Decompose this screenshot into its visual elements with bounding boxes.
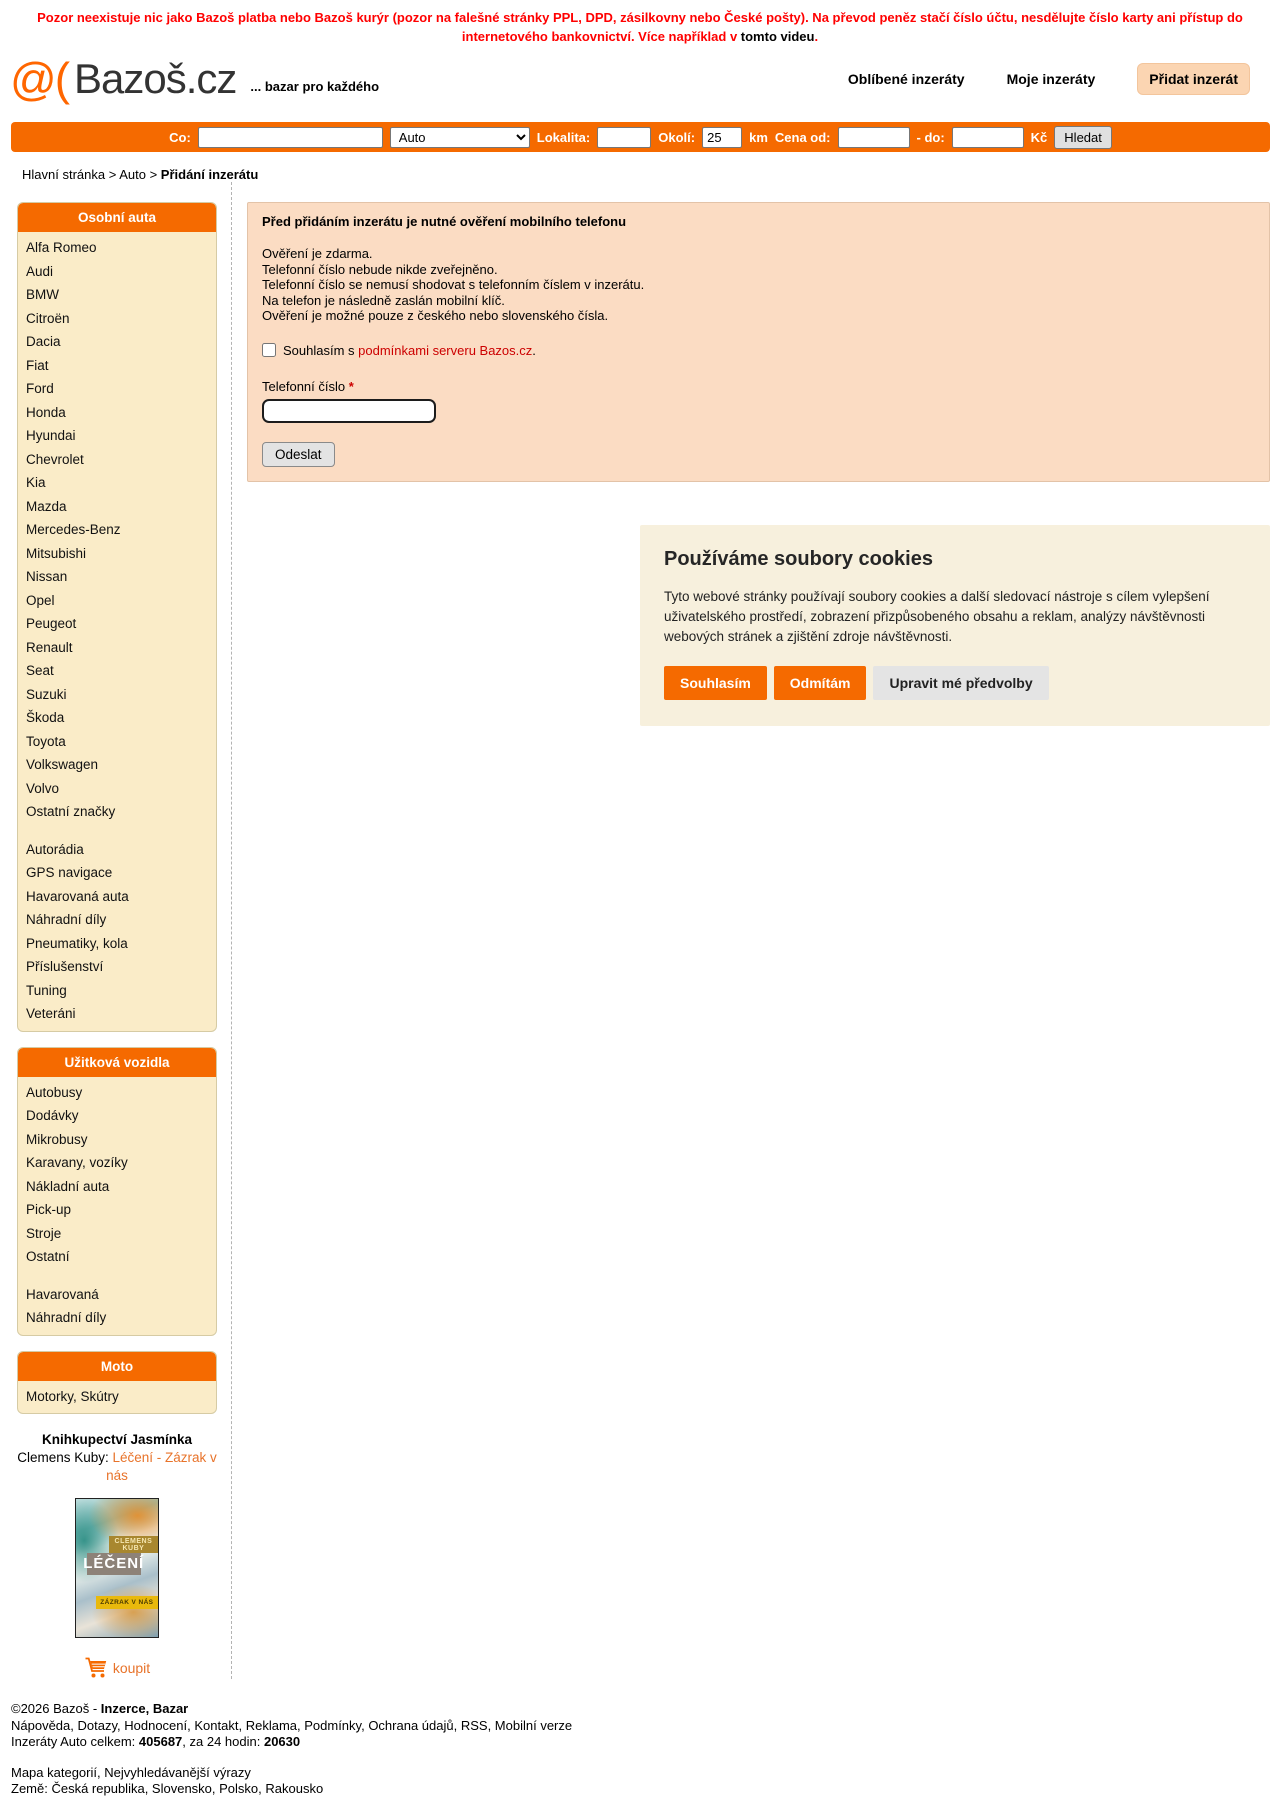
scam-warning-banner bbox=[0, 0, 1280, 46]
phone-number-label: Telefonní číslo bbox=[262, 378, 349, 394]
sidebar-item[interactable]: Opel bbox=[26, 592, 55, 608]
category-select[interactable] bbox=[390, 127, 530, 148]
sidebar-item[interactable]: Mercedes-Benz bbox=[26, 522, 121, 537]
sidebar-item[interactable]: Seat bbox=[26, 663, 54, 678]
sidebar-item[interactable]: Alfa Romeo bbox=[26, 240, 97, 255]
currency-label: Kč bbox=[1030, 129, 1048, 145]
warning-suffix: . bbox=[814, 29, 819, 44]
warning-text: Pozor neexistuje nic jako Bazoš platba nebo Bazoš kurýr (pozor na falešné stránky PPL, DPD, zásilkovny nebo České pošty). Na převod peněz stačí číslo účtu, nesdělujte číslo karty ani přístup do internetového bankovnictví. Více například v bbox=[37, 10, 1243, 44]
tagline: ... bazar pro každého bbox=[250, 78, 380, 94]
footer-links-secondary bbox=[11, 1765, 1280, 1782]
sidebar-item[interactable]: Peugeot bbox=[26, 616, 77, 631]
verification-info bbox=[262, 246, 1255, 324]
sidebar-section-moto bbox=[17, 1351, 217, 1415]
cookie-reject-button[interactable]: Odmítám bbox=[774, 666, 867, 700]
terms-link[interactable]: podmínkami serveru Bazos.cz bbox=[358, 342, 533, 358]
sidebar-item[interactable]: Autobusy bbox=[26, 1084, 83, 1100]
buy-link[interactable]: koupit bbox=[112, 1660, 151, 1676]
sidebar-item[interactable]: Náhradní díly bbox=[26, 1310, 107, 1325]
country-separator: , bbox=[144, 1781, 152, 1796]
footer-link[interactable]: Reklama bbox=[245, 1717, 297, 1733]
consent-suffix: . bbox=[532, 342, 536, 358]
nav-my-ads[interactable]: Moje inzeráty bbox=[1006, 71, 1096, 87]
price-from-input[interactable] bbox=[838, 127, 910, 148]
footer-link[interactable]: Mapa kategorií bbox=[11, 1764, 97, 1780]
footer bbox=[11, 1701, 1280, 1798]
warning-video-link[interactable]: tomto videu bbox=[740, 29, 815, 44]
sidebar-item[interactable]: Toyota bbox=[26, 733, 66, 749]
footer-link[interactable]: Kontakt bbox=[194, 1717, 239, 1733]
sidebar bbox=[17, 182, 217, 1679]
book-author: Clemens Kuby: bbox=[17, 1450, 113, 1465]
breadcrumb-separator: > bbox=[145, 167, 161, 182]
sidebar-item[interactable] bbox=[18, 1269, 216, 1283]
search-submit-button[interactable]: Hledat bbox=[1054, 126, 1112, 149]
stats-total-count: 405687 bbox=[138, 1734, 183, 1749]
km-label: km bbox=[749, 129, 768, 145]
sidebar-item[interactable]: Honda bbox=[26, 404, 66, 420]
sidebar-item[interactable]: Motorky, Skútry bbox=[26, 1388, 119, 1404]
footer-link-separator: , bbox=[487, 1717, 495, 1733]
book-cover-author-text: CLEMENS KUBY bbox=[109, 1536, 158, 1553]
sidebar-list bbox=[18, 232, 216, 1031]
sidebar-item[interactable]: Volkswagen bbox=[26, 757, 99, 772]
sidebar-item[interactable]: Ostatní značky bbox=[26, 804, 116, 819]
sidebar-item[interactable]: Mazda bbox=[26, 498, 67, 514]
sidebar-list bbox=[18, 1381, 216, 1414]
footer-link[interactable]: Ochrana údajů bbox=[368, 1717, 454, 1733]
sidebar-item[interactable]: Ostatní bbox=[26, 1249, 70, 1264]
sidebar-item[interactable]: Nissan bbox=[26, 569, 68, 584]
sidebar-item[interactable]: Havarovaná auta bbox=[26, 888, 129, 904]
footer-links bbox=[11, 1718, 1280, 1735]
sidebar-item[interactable]: Suzuki bbox=[26, 686, 67, 702]
copyright-bold: Inzerce, Bazar bbox=[100, 1701, 189, 1716]
sidebar-item[interactable]: Dacia bbox=[26, 334, 61, 349]
breadcrumb bbox=[22, 167, 1280, 182]
verification-title: Před přidáním inzerátu je nutné ověření mobilního telefonu bbox=[262, 214, 627, 229]
cookie-dialog-title: Používáme soubory cookies bbox=[664, 547, 933, 570]
sidebar-item[interactable]: Mitsubishi bbox=[26, 545, 87, 561]
sidebar-item[interactable]: Volvo bbox=[26, 780, 60, 796]
sidebar-item[interactable]: Audi bbox=[26, 263, 54, 279]
sidebar-item[interactable]: Mikrobusy bbox=[26, 1131, 88, 1147]
cookie-customize-button[interactable]: Upravit mé předvolby bbox=[873, 666, 1048, 700]
consent-checkbox[interactable] bbox=[262, 343, 276, 357]
breadcrumb-link[interactable]: Auto bbox=[119, 167, 146, 182]
breadcrumb-current: Přidání inzerátu bbox=[160, 167, 259, 182]
sidebar-list bbox=[18, 1077, 216, 1335]
book-cover-link[interactable] bbox=[75, 1485, 159, 1638]
book-cover-title-text: LÉČENÍ bbox=[87, 1553, 141, 1575]
sidebar-item[interactable]: BMW bbox=[26, 287, 59, 302]
cookie-accept-button[interactable]: Souhlasím bbox=[664, 666, 767, 700]
sidebar-header-moto[interactable]: Moto bbox=[18, 1352, 216, 1381]
footer-link-separator: , bbox=[117, 1717, 125, 1733]
country-link[interactable]: Slovensko bbox=[151, 1781, 212, 1796]
footer-link[interactable]: Mobilní verze bbox=[494, 1717, 573, 1733]
sidebar-item[interactable]: Chevrolet bbox=[26, 451, 84, 467]
header bbox=[0, 46, 1280, 108]
sidebar-header-uzitkova-vozidla[interactable]: Užitková vozidla bbox=[18, 1048, 216, 1077]
bazos-at-logo-icon: @( bbox=[10, 53, 69, 105]
search-what-input[interactable] bbox=[198, 127, 383, 148]
location-input[interactable] bbox=[597, 127, 651, 148]
sidebar-section-uzitkova-vozidla bbox=[17, 1047, 217, 1336]
book-cover-subtitle-text: ZÁZRAK V NÁS bbox=[96, 1596, 158, 1610]
cookie-dialog-text: Tyto webové stránky používají soubory cookies a další sledovací nástroje s cílem vylepšení uživatelského prostředí, zobrazení přizpůsobeného obsahu a reklam, analýzy návštěvnosti webových stránek a zjištění zdroje návštěvnosti. bbox=[664, 588, 1210, 644]
sidebar-item[interactable]: Autorádia bbox=[26, 841, 84, 857]
footer-link-separator: , bbox=[70, 1717, 78, 1733]
nav-favorite-ads[interactable]: Oblíbené inzeráty bbox=[847, 71, 965, 87]
verification-info-line: Ověření je zdarma. bbox=[262, 246, 373, 261]
book-title-link[interactable]: Léčení - Zázrak v nás bbox=[106, 1450, 217, 1483]
footer-link-separator: , bbox=[361, 1717, 369, 1733]
footer-link-separator: , bbox=[97, 1764, 105, 1780]
radius-input[interactable] bbox=[702, 127, 742, 148]
verification-info-line: Ověření je možné pouze z českého nebo slovenského čísla. bbox=[262, 308, 609, 324]
price-from-label: Cena od: bbox=[774, 129, 831, 145]
country-separator: , bbox=[258, 1781, 266, 1796]
verification-info-line: Telefonní číslo se nemusí shodovat s telefonním číslem v inzerátu. bbox=[262, 277, 645, 293]
stats-mid-label: , za 24 hodin: bbox=[182, 1734, 264, 1749]
sidebar-item[interactable]: Pick-up bbox=[26, 1202, 72, 1217]
sidebar-item[interactable]: GPS navigace bbox=[26, 865, 113, 880]
sidebar-item[interactable]: Škoda bbox=[26, 710, 65, 725]
price-to-input[interactable] bbox=[952, 127, 1024, 148]
phone-verification-panel bbox=[247, 202, 1270, 482]
stats-24h-count: 20630 bbox=[263, 1734, 301, 1749]
main-content bbox=[231, 182, 1270, 1679]
copyright-text: ©2026 Bazoš - bbox=[11, 1701, 101, 1716]
verification-info-line: Na telefon je následně zaslán mobilní klíč. bbox=[262, 292, 505, 308]
sidebar-item[interactable]: Pneumatiky, kola bbox=[26, 935, 128, 951]
content-layout bbox=[0, 182, 1280, 1679]
country-link[interactable]: Polsko bbox=[219, 1781, 259, 1796]
country-link[interactable]: Rakousko bbox=[265, 1781, 324, 1796]
sidebar-item[interactable]: Ford bbox=[26, 381, 54, 396]
footer-link[interactable]: Nejvyhledávanější výrazy bbox=[104, 1764, 251, 1780]
sidebar-item[interactable]: Fiat bbox=[26, 357, 49, 373]
breadcrumb-separator: > bbox=[105, 167, 120, 182]
sidebar-item[interactable]: Kia bbox=[26, 475, 46, 490]
footer-link[interactable]: Nápověda bbox=[11, 1717, 71, 1733]
sidebar-header-osobni-auta[interactable]: Osobní auta bbox=[18, 203, 216, 232]
logo-text: Bazoš.cz bbox=[74, 55, 237, 102]
sidebar-item[interactable]: Stroje bbox=[26, 1225, 62, 1241]
stats-label: Inzeráty Auto celkem: bbox=[11, 1734, 139, 1749]
consent-text: Souhlasím s bbox=[283, 342, 359, 358]
sidebar-item[interactable]: Hyundai bbox=[26, 428, 76, 443]
book-cover-image bbox=[75, 1498, 159, 1638]
price-to-label: - do: bbox=[916, 129, 945, 145]
footer-link-separator: , bbox=[187, 1717, 195, 1733]
sidebar-item[interactable]: Náhradní díly bbox=[26, 912, 107, 927]
radius-label: Okolí: bbox=[658, 129, 696, 145]
search-what-label: Co: bbox=[169, 129, 191, 145]
cart-icon bbox=[84, 1657, 108, 1679]
footer-link[interactable]: RSS bbox=[460, 1717, 488, 1733]
footer-link-separator: , bbox=[453, 1717, 461, 1733]
footer-link[interactable]: Hodnocení bbox=[124, 1717, 188, 1733]
footer-link-separator: , bbox=[297, 1717, 305, 1733]
sidebar-item[interactable]: Příslušenství bbox=[26, 959, 104, 974]
cookie-consent-dialog bbox=[640, 525, 1270, 726]
bookstore-ad bbox=[17, 1432, 217, 1679]
required-asterisk: * bbox=[348, 378, 354, 394]
footer-link-separator: , bbox=[238, 1717, 246, 1733]
add-ad-button[interactable]: Přidat inzerát bbox=[1137, 63, 1250, 95]
location-label: Lokalita: bbox=[536, 129, 591, 145]
sidebar-item[interactable]: Havarovaná bbox=[26, 1286, 99, 1302]
logo-link[interactable] bbox=[10, 53, 237, 105]
search-bar bbox=[11, 122, 1270, 152]
footer-link[interactable]: Podmínky bbox=[304, 1717, 362, 1733]
footer-link[interactable]: Dotazy bbox=[77, 1717, 118, 1733]
bookstore-name: Knihkupectví Jasmínka bbox=[41, 1432, 193, 1447]
sidebar-item[interactable] bbox=[18, 824, 216, 838]
sidebar-item[interactable]: Veteráni bbox=[26, 1006, 76, 1021]
sidebar-item[interactable]: Citroën bbox=[26, 310, 70, 326]
sidebar-item[interactable]: Karavany, vozíky bbox=[26, 1155, 128, 1170]
sidebar-item[interactable]: Tuning bbox=[26, 982, 67, 998]
country-link[interactable]: Česká republika bbox=[51, 1781, 145, 1796]
breadcrumb-link[interactable]: Hlavní stránka bbox=[22, 167, 106, 182]
sidebar-item[interactable]: Nákladní auta bbox=[26, 1178, 110, 1194]
sidebar-item[interactable]: Dodávky bbox=[26, 1108, 79, 1123]
sidebar-section-osobni-auta bbox=[17, 202, 217, 1032]
countries-label: Země: bbox=[11, 1781, 52, 1796]
send-button[interactable]: Odeslat bbox=[262, 442, 335, 467]
country-separator: , bbox=[211, 1781, 220, 1796]
country-links bbox=[51, 1781, 323, 1796]
phone-number-input[interactable] bbox=[262, 399, 436, 423]
verification-info-line: Telefonní číslo nebude nikde zveřejněno. bbox=[262, 261, 498, 277]
sidebar-item[interactable]: Renault bbox=[26, 639, 73, 655]
